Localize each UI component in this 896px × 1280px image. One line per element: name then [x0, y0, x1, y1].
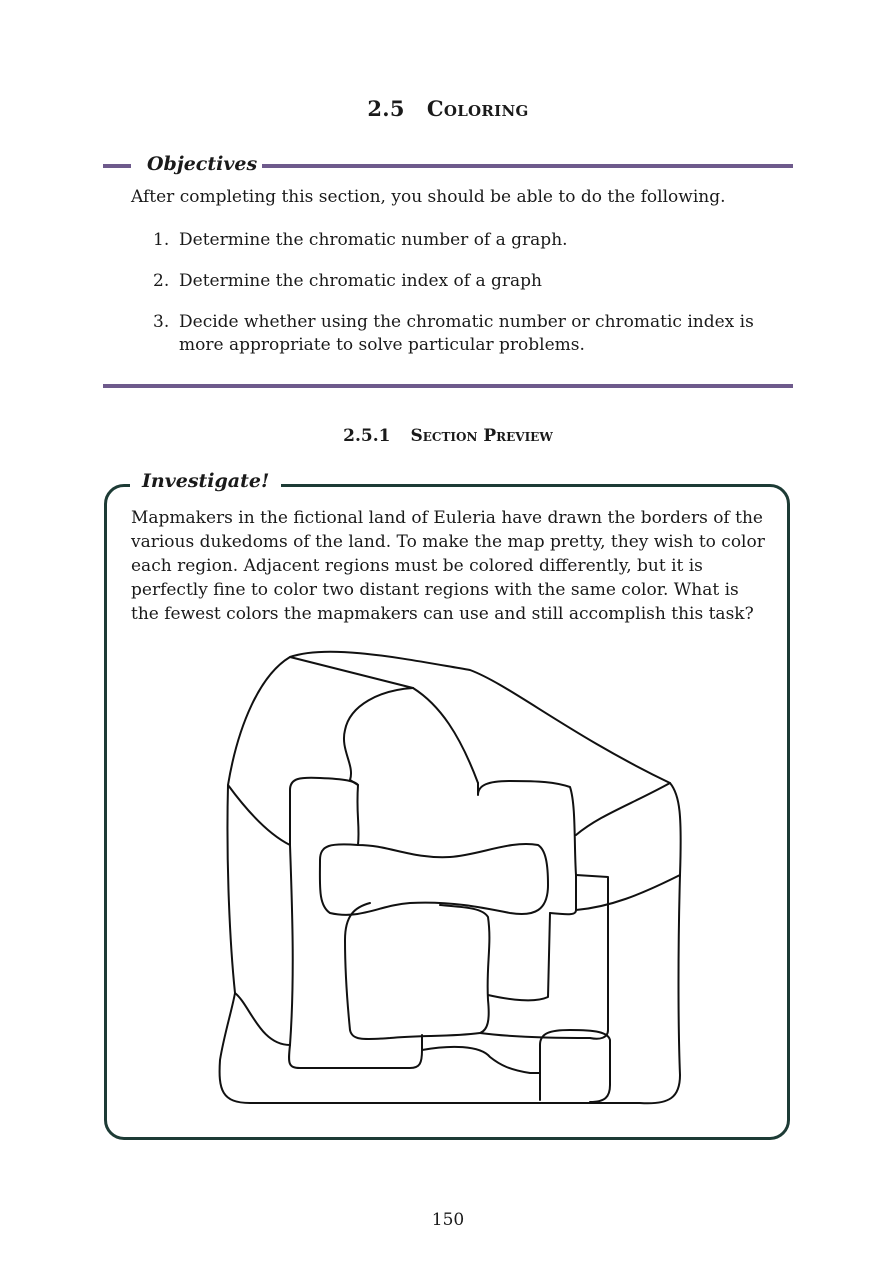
- objectives-top-rule-right: [262, 164, 793, 168]
- map-border: [576, 875, 608, 1039]
- objectives-intro: After completing this section, you should be able to do the following.: [131, 187, 726, 207]
- map-border: [320, 844, 548, 915]
- page-number: 150: [431, 1210, 465, 1230]
- objective-text: Determine the chromatic index of a graph: [179, 271, 542, 291]
- section-number: 2.5: [367, 96, 405, 121]
- map-border: [290, 657, 413, 688]
- map-border: [344, 688, 413, 785]
- map-border: [488, 913, 550, 1000]
- subsection-heading: [0, 426, 896, 446]
- map-border: [422, 1047, 540, 1073]
- map-border: [290, 778, 359, 845]
- objectives-list: [153, 229, 793, 375]
- objectives-top-rule-left: [103, 164, 131, 168]
- map-border: [235, 993, 290, 1045]
- subsection-number: 2.5.1: [343, 426, 391, 446]
- objective-item: [153, 311, 793, 357]
- investigate-text: Mapmakers in the fictional land of Euleria have drawn the borders of the various dukedoms of the land. To make the map pretty, they wish to color each region. Adjacent regions must be colored differently, but it is perfectly fine to color two distant regions with the same color. What is the fewest colors the mapmakers can use and still accomplish this task?: [131, 508, 765, 624]
- subsection-title: Section Preview: [410, 426, 553, 446]
- objective-text: Decide whether using the chromatic number or chromatic index is more appropriate to solve particular problems.: [179, 312, 754, 355]
- objective-number: 3.: [153, 312, 170, 332]
- map-border: [478, 781, 576, 914]
- map-border: [540, 1030, 610, 1102]
- section-title: Coloring: [426, 96, 529, 121]
- map-border: [345, 903, 489, 1039]
- objective-item: [153, 270, 793, 293]
- investigate-label: Investigate!: [130, 470, 281, 492]
- objective-number: 1.: [153, 230, 170, 250]
- map-border: [576, 783, 670, 835]
- objective-number: 2.: [153, 271, 170, 291]
- objective-text: Determine the chromatic number of a graph.: [179, 230, 568, 250]
- objectives-label: Objectives: [147, 153, 258, 175]
- euleria-map: [210, 645, 690, 1115]
- map-border: [289, 845, 422, 1068]
- map-border: [576, 875, 680, 910]
- section-heading: [0, 96, 896, 121]
- objectives-bottom-rule: [103, 384, 793, 388]
- map-border: [413, 688, 478, 783]
- map-border: [228, 785, 290, 845]
- objective-item: [153, 229, 793, 252]
- map-border: [480, 1033, 590, 1038]
